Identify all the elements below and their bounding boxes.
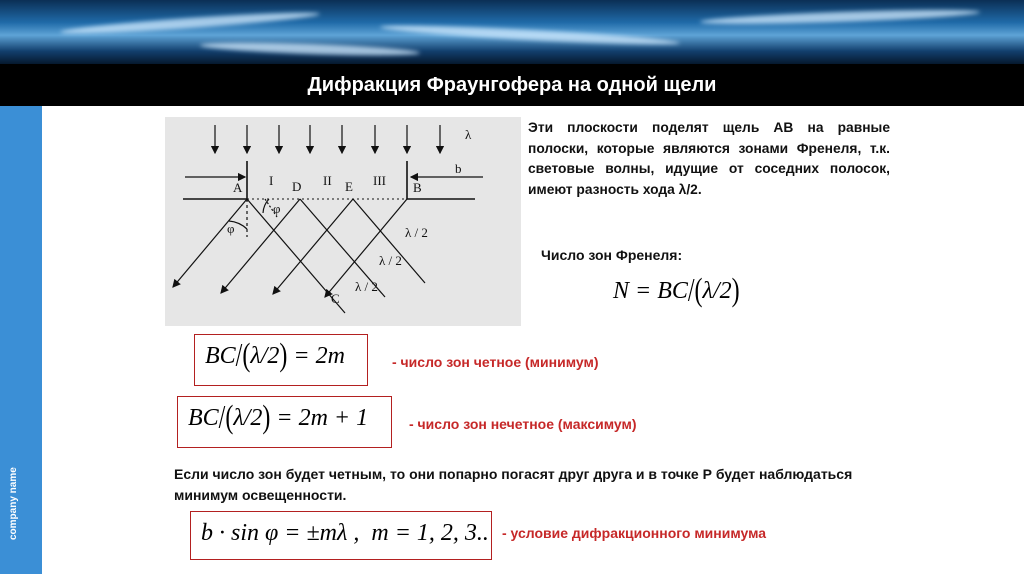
formula-zone-count-frac: λ/2 (702, 278, 732, 304)
slit-diagram-svg (165, 117, 521, 326)
formula-zone-count: N = BC/(λ/2) (613, 273, 740, 309)
formula-odd-lhs: BC (188, 405, 219, 431)
label-d: D (292, 179, 302, 194)
formula-odd-box (177, 396, 392, 448)
label-lambda: λ (465, 127, 472, 142)
label-c: C (331, 291, 340, 306)
header-banner (0, 0, 1024, 64)
formula-minimum-sep: , (347, 520, 372, 546)
formula-minimum-lhs: b · sin φ = ±mλ (201, 520, 348, 546)
label-zone-2: II (323, 173, 332, 188)
label-a: A (233, 180, 243, 195)
slit-diagram (165, 117, 521, 326)
label-zone-1: I (269, 173, 274, 188)
formula-even-rhs: = 2m (293, 343, 345, 369)
conclusion-text: Если число зон будет четным, то они попарно погасят друг друга и в точке Р будет наблюдаться минимум освещенности. (174, 466, 853, 503)
odd-zones-text: - число зон нечетное (максимум) (409, 416, 637, 432)
label-half-wave-2: λ / 2 (379, 253, 402, 268)
label-half-wave-3: λ / 2 (355, 279, 378, 294)
formula-odd-rhs: = 2m + 1 (276, 405, 369, 431)
fresnel-zones-label: Число зон Френеля: (541, 247, 683, 263)
label-phi-top: φ (273, 201, 281, 216)
label-phi-bottom: φ (227, 221, 235, 236)
formula-zone-count-lhs: N = BC (613, 278, 688, 304)
formula-minimum-box (190, 511, 492, 560)
minimum-condition-text: - условие дифракционного минимума (502, 525, 767, 541)
formula-even-frac: λ/2 (250, 343, 280, 369)
incident-rays (215, 125, 440, 153)
label-b-point: B (413, 180, 422, 195)
company-name: company name (8, 467, 19, 540)
label-half-wave-1: λ / 2 (405, 225, 428, 240)
slide-title: Дифракция Фраунгофера на одной щели (307, 74, 717, 96)
label-zone-3: III (373, 173, 386, 188)
sidebar (0, 106, 42, 574)
formula-odd-frac: λ/2 (233, 405, 263, 431)
formula-even-lhs: BC (205, 343, 236, 369)
even-zones-text: - число зон четное (минимум) (392, 354, 599, 370)
formula-minimum (201, 520, 489, 547)
label-e: E (345, 179, 353, 194)
label-b: b (455, 161, 462, 176)
formula-odd: BC/(λ/2) = 2m + 1 (188, 400, 369, 436)
formula-even-box (194, 334, 368, 386)
formula-even: BC/(λ/2) = 2m (205, 338, 345, 374)
explanation-text: Эти плоскости поделят щель АВ на равные полоски, которые являются зонами Френеля, т.к. световые волны, идущие от соседних полосок, имеют разность хода λ/2. (528, 120, 890, 197)
formula-minimum-rhs: m = 1, 2, 3.. (371, 520, 489, 546)
